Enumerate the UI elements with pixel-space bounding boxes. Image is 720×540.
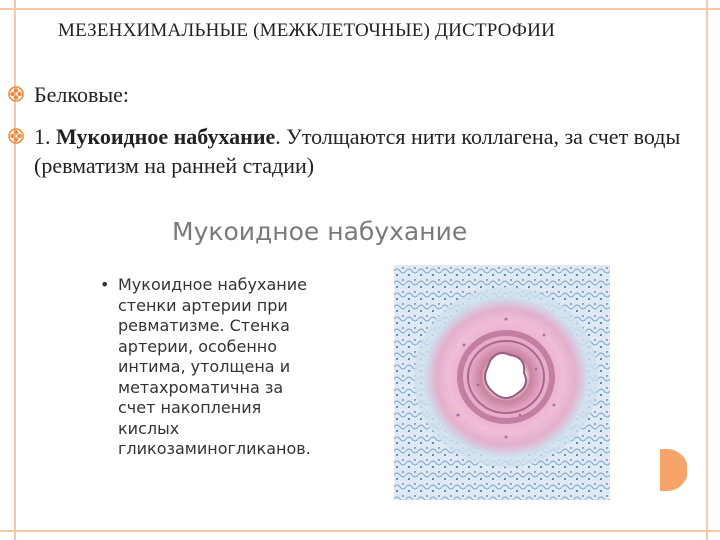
bullet-item-proteins: [8, 80, 129, 109]
flower-bullet-icon: [8, 128, 24, 144]
micrograph-artery-image: [394, 265, 610, 500]
bullet-rest: . Утолщаются нити коллагена, за счет воды (ревматизм на ранней стадии): [34, 124, 681, 178]
figure-bullet-dot: •: [100, 275, 110, 294]
bullet-item-mucoid: [8, 122, 704, 180]
frame-bottom-line: [0, 530, 720, 532]
bullet-number: 1: [34, 124, 45, 149]
bullet-text: 1. Мукоидное набухание. Утолщаются нити коллагена, за счет воды (ревматизм на ранней стадии): [34, 124, 681, 178]
flower-bullet-icon: [8, 86, 24, 102]
bullet-bold-term: Мукоидное набухание: [56, 124, 276, 149]
slide-corner-ornament: [659, 448, 687, 492]
bullet-text: Белковые:: [34, 82, 129, 107]
slide-title-text: МЕЗЕНХИМАЛЬНЫЕ (МЕЖКЛЕТОЧНЫЕ) ДИСТРОФИИ: [58, 20, 555, 41]
figure-caption-text: Мукоидное набухание стенки артерии при ревматизме. Стенка артерии, особенно интима, утолщена и метахроматична за счет накопления кислых гликозаминогликанов.: [118, 275, 311, 458]
frame-top-line: [0, 8, 720, 10]
figure-title: Мукоидное набухание: [172, 217, 468, 246]
figure-panel: [86, 205, 616, 510]
frame-right-line: [706, 0, 708, 540]
slide-title: [58, 20, 555, 42]
